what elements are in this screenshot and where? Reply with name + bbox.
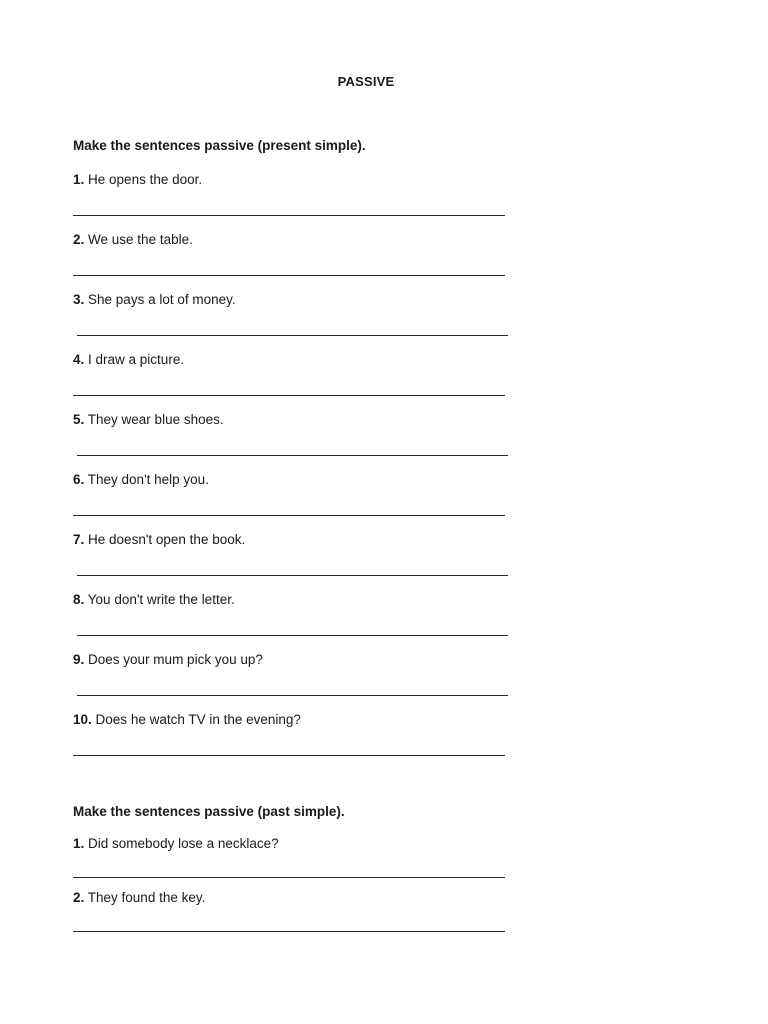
question-number: 1. xyxy=(73,836,85,851)
answer-line[interactable] xyxy=(77,335,508,336)
question-number: 7. xyxy=(73,532,85,547)
answer-line[interactable] xyxy=(73,931,505,932)
question-text: They found the key. xyxy=(87,890,206,905)
section-heading-past-simple: Make the sentences passive (past simple). xyxy=(73,804,345,819)
question-text: Does your mum pick you up? xyxy=(88,652,263,667)
answer-line[interactable] xyxy=(77,635,508,636)
answer-line[interactable] xyxy=(73,395,505,396)
question-number: 2. xyxy=(73,232,85,247)
question-text: He doesn't open the book. xyxy=(88,532,246,547)
question-text: I draw a picture. xyxy=(88,352,185,367)
answer-line[interactable] xyxy=(73,515,505,516)
question-number: 9. xyxy=(73,652,85,667)
question-text: You don't write the letter. xyxy=(87,592,235,607)
question-text: She pays a lot of money. xyxy=(88,292,236,307)
question-number: 2. xyxy=(73,890,85,905)
question-item xyxy=(73,652,263,667)
question-text: We use the table. xyxy=(88,232,193,247)
worksheet-title: PASSIVE xyxy=(337,74,395,89)
question-item xyxy=(73,172,202,187)
answer-line[interactable] xyxy=(73,877,505,878)
question-number: 3. xyxy=(73,292,85,307)
question-text: Did somebody lose a necklace? xyxy=(88,836,279,851)
question-item xyxy=(73,412,224,427)
question-item xyxy=(73,352,184,367)
question-text: He opens the door. xyxy=(88,172,203,187)
question-text: They don't help you. xyxy=(87,472,209,487)
question-text: Does he watch TV in the evening? xyxy=(95,712,301,727)
question-item xyxy=(73,592,235,607)
question-item xyxy=(73,472,209,487)
answer-line[interactable] xyxy=(77,695,508,696)
question-item xyxy=(73,890,205,905)
question-item xyxy=(73,292,236,307)
answer-line[interactable] xyxy=(73,215,505,216)
question-number: 1. xyxy=(73,172,85,187)
question-number: 8. xyxy=(73,592,85,607)
answer-line[interactable] xyxy=(73,275,505,276)
answer-line[interactable] xyxy=(73,755,505,756)
answer-line[interactable] xyxy=(77,455,508,456)
question-item xyxy=(73,232,193,247)
question-number: 4. xyxy=(73,352,85,367)
question-item xyxy=(73,836,279,851)
question-item xyxy=(73,712,301,727)
section-heading-present-simple: Make the sentences passive (present simple). xyxy=(73,138,366,153)
question-text: They wear blue shoes. xyxy=(87,412,224,427)
answer-line[interactable] xyxy=(77,575,508,576)
question-item xyxy=(73,532,245,547)
question-number: 6. xyxy=(73,472,85,487)
question-number: 5. xyxy=(73,412,85,427)
question-number: 10. xyxy=(73,712,92,727)
